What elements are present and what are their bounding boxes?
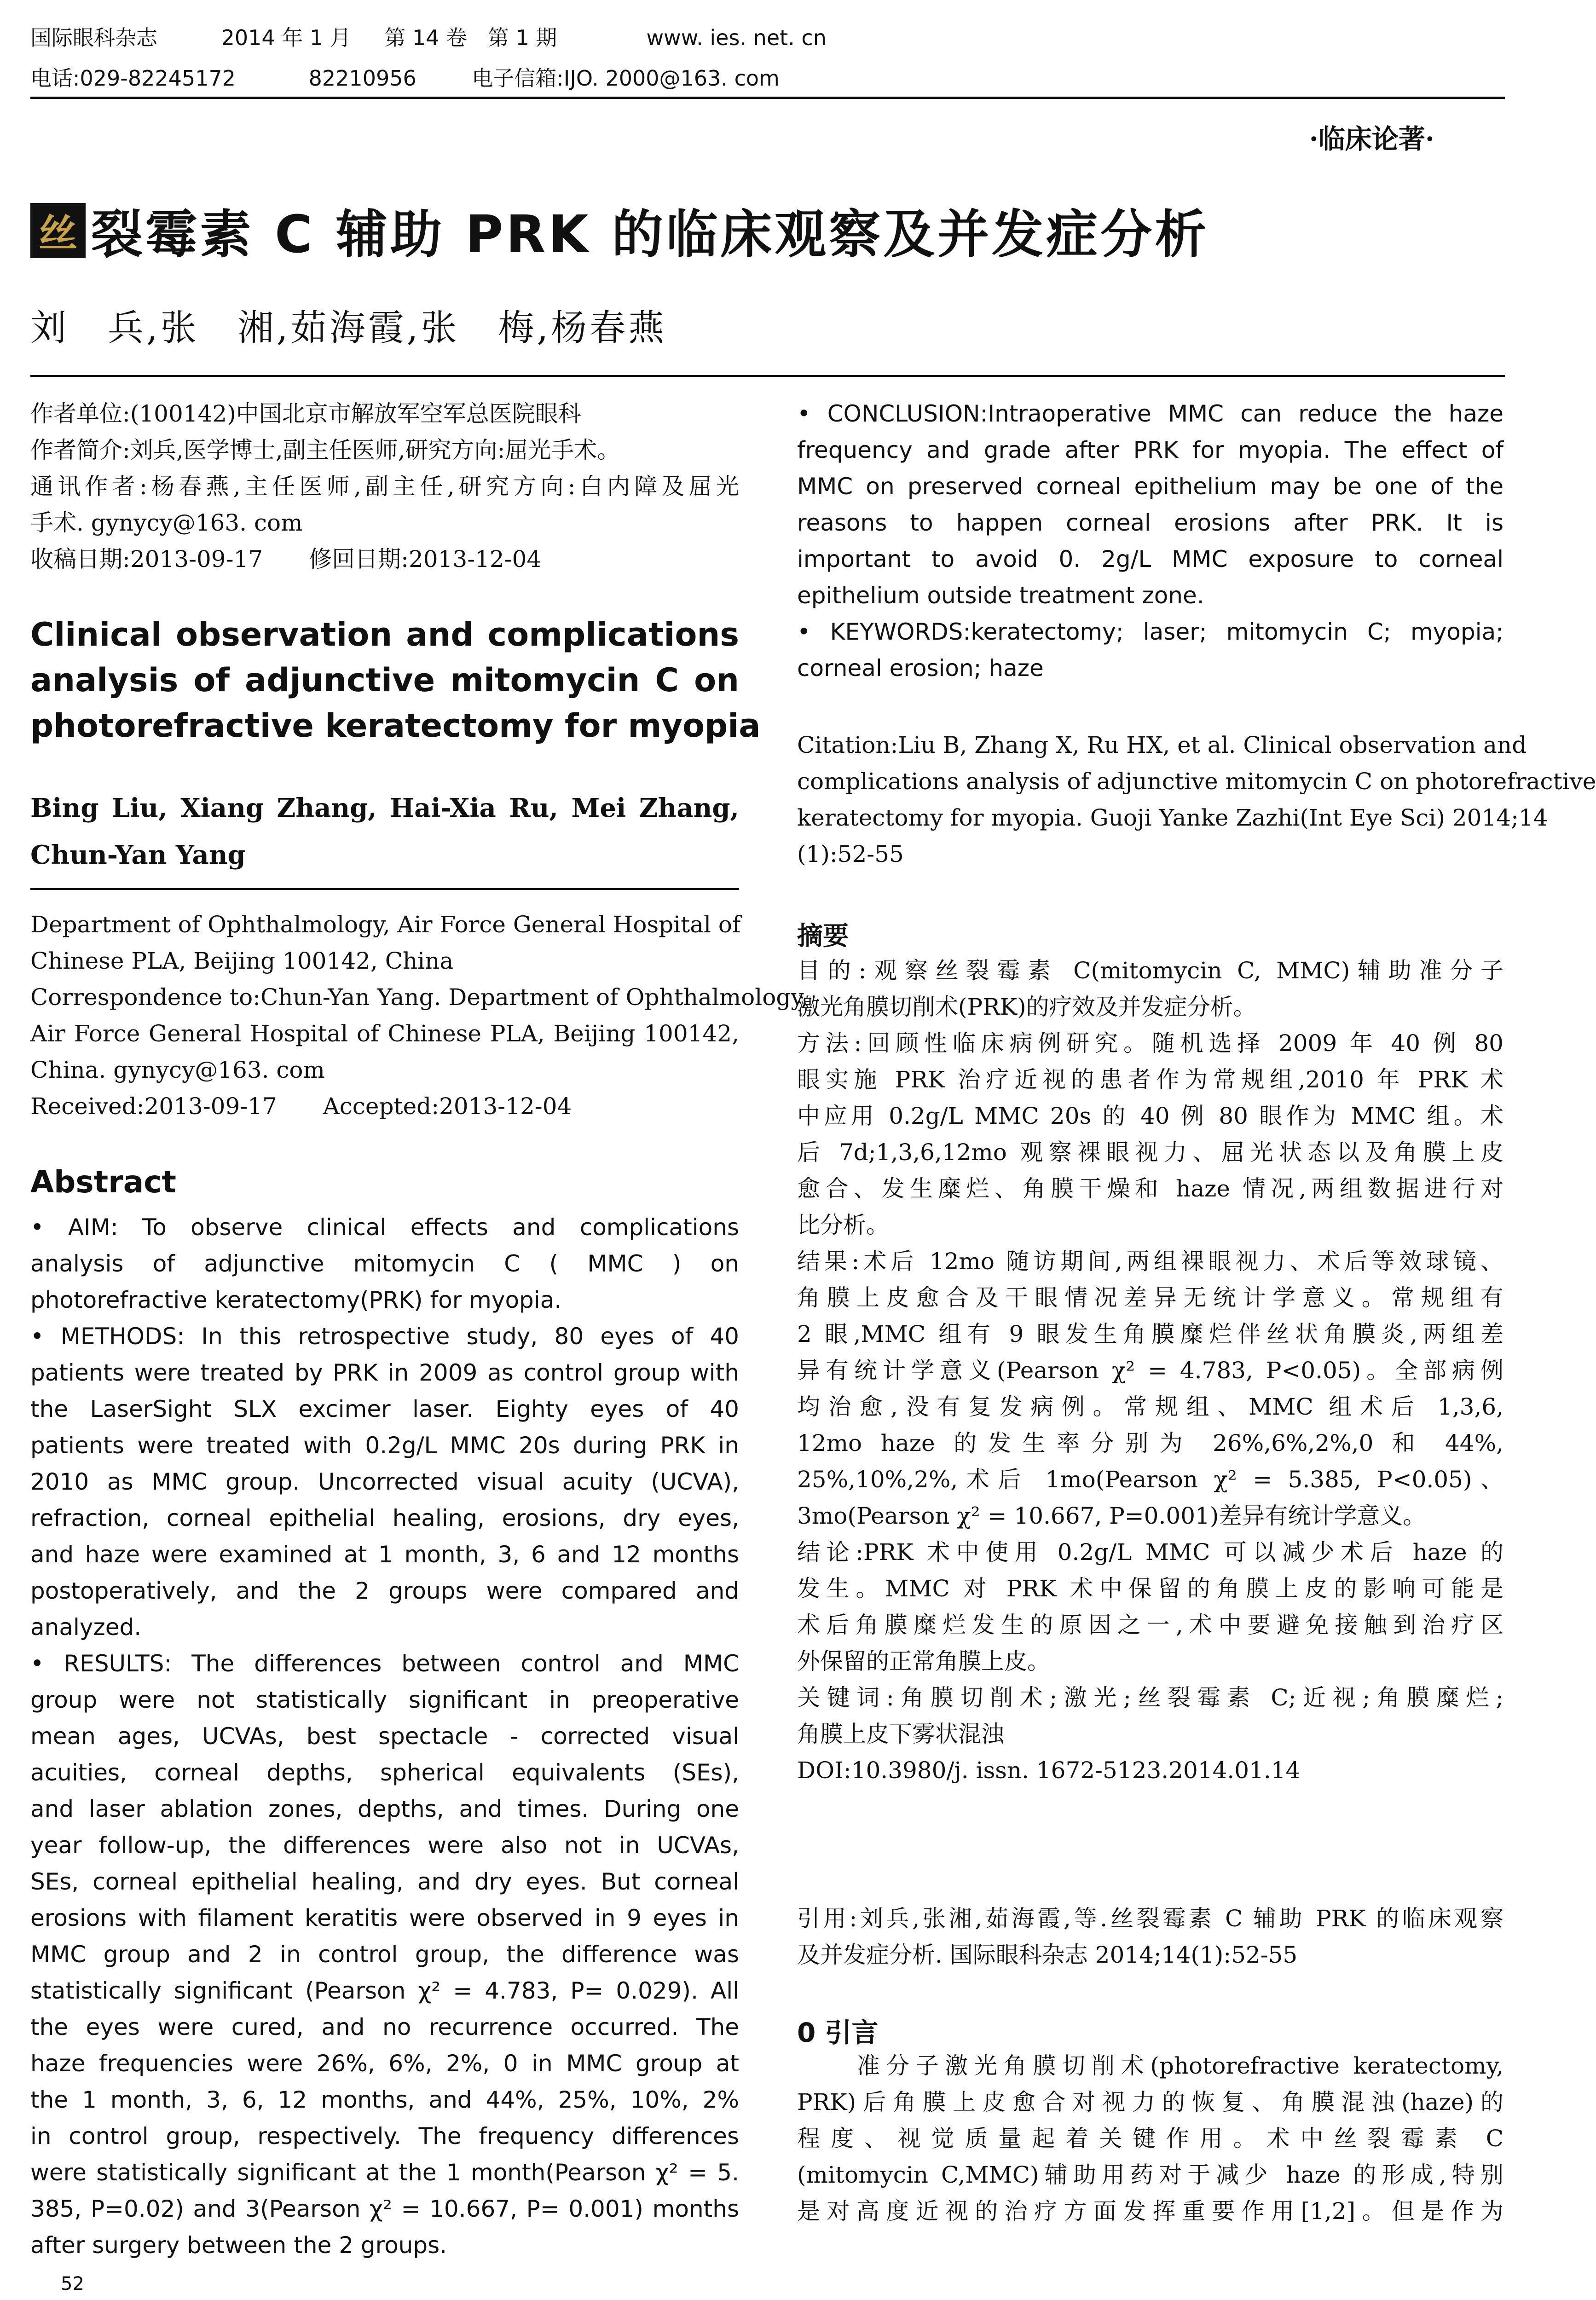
abstract-line: SEs, corneal epithelial healing, and dry eyes. But corneal (30, 1868, 739, 1895)
journal-name: 国际眼科杂志 (30, 25, 157, 50)
abstract-line: • AIM: To observe clinical effects and complications (30, 1214, 739, 1241)
zhaiyao-line: 外保留的正常角膜上皮。 (797, 1648, 1050, 1675)
conclusion-line: epithelium outside treatment zone. (797, 582, 1204, 609)
affil-line: Chinese PLA, Beijing 100142, China (30, 948, 454, 974)
zhaiyao-line: 愈合、发生糜烂、角膜干燥和 haze 情况,两组数据进行对 (797, 1175, 1503, 1202)
abstract-line: and haze were examined at 1 month, 3, 6 and 12 months (30, 1541, 739, 1568)
abstract-line: statistically significant (Pearson χ² = 4.783, P= 0.029). All (30, 1977, 739, 2004)
intro-line: 是对高度近视的治疗方面发挥重要作用[1,2]。但是作为 (797, 2198, 1503, 2225)
citation-cn (797, 1901, 1503, 1973)
abstract-heading: Abstract (30, 1164, 176, 1200)
intro-line: (mitomycin C,MMC)辅助用药对于减少 haze 的形成,特别 (797, 2161, 1503, 2188)
title-row (30, 193, 1503, 267)
authors-cn: 刘 兵,张 湘,茹海霞,张 梅,杨春燕 (30, 307, 667, 349)
intro-line: 程度、视觉质量起着关键作用。术中丝裂霉素 C (797, 2125, 1503, 2152)
affiliation (30, 907, 808, 1125)
abstract-line: 2010 as MMC group. Uncorrected visual acuity (UCVA), (30, 1468, 739, 1495)
affil-line: China. gynycy@163. com (30, 1057, 325, 1083)
zhaiyao-line: 12mo haze 的发生率分别为 26%,6%,2%,0 和 44%, (797, 1430, 1503, 1456)
article-title: 裂霉素 C 辅助 PRK 的临床观察及并发症分析 (91, 205, 1209, 265)
conclusion-line: frequency and grade after PRK for myopia. The effect of (797, 437, 1503, 463)
abstract-line: haze frequencies were 26%, 6%, 2%, 0 in MMC group at (30, 2050, 739, 2077)
abstract-line: year follow-up, the differences were also not in UCVAs, (30, 1832, 739, 1859)
citation-line: Citation:Liu B, Zhang X, Ru HX, et al. Clinical observation and (797, 732, 1527, 758)
abstract-line: group were not statistically significant in preoperative (30, 1687, 739, 1713)
doi-line: DOI:10.3980/j. issn. 1672-5123.2014.01.14 (797, 1757, 1301, 1784)
abstract-line: patients were treated by PRK in 2009 as control group with (30, 1359, 739, 1386)
cite-cn-line: 引用:刘兵,张湘,茹海霞,等.丝裂霉素 C 辅助 PRK 的临床观察 (797, 1905, 1503, 1932)
abstract-line: refraction, corneal epithelial healing, erosions, dry eyes, (30, 1505, 739, 1531)
issue-date: 2014 年 1 月 (221, 25, 351, 50)
abstract-line: photorefractive keratectomy(PRK) for myopia. (30, 1287, 562, 1313)
zhaiyao-line: 方法:回顾性临床病例研究。随机选择 2009 年 40 例 80 (797, 1030, 1503, 1057)
abstract-line: analyzed. (30, 1614, 142, 1641)
zhaiyao-line: 角膜上皮愈合及干眼情况差异无统计学意义。常规组有 (797, 1284, 1503, 1311)
abstract-line: erosions with filament keratitis were observed in 9 eyes in (30, 1905, 739, 1931)
zhaiyao-line: 目的:观察丝裂霉素 C(mitomycin C, MMC)辅助准分子 (797, 957, 1503, 984)
abstract-line: were statistically significant at the 1 month(Pearson χ² = 5. (30, 2159, 739, 2186)
journal-header-line1 (30, 21, 827, 52)
abstract-line: the 1 month, 3, 6, 12 months, and 44%, 25%, 10%, 2% (30, 2086, 739, 2113)
zhaiyao-line: 发生。MMC 对 PRK 术中保留的角膜上皮的影响可能是 (797, 1575, 1503, 1602)
abstract-conclusion (797, 396, 1503, 687)
info-line: 作者单位:(100142)中国北京市解放军空军总医院眼科 (30, 400, 581, 427)
intro-heading: 0 引言 (797, 2017, 879, 2048)
conclusion-line: MMC on preserved corneal epithelium may be one of the (797, 473, 1503, 500)
journal-header-line2 (30, 62, 780, 92)
abstract-line: the LaserSight SLX excimer laser. Eighty eyes of 40 (30, 1396, 739, 1422)
affil-line: Department of Ophthalmology, Air Force General Hospital of (30, 911, 741, 938)
phone2: 82210956 (308, 66, 416, 91)
info-line: 作者简介:刘兵,医学博士,副主任医师,研究方向:屈光手术。 (30, 437, 620, 463)
journal-logo-icon: 丝 (30, 203, 86, 258)
info-line: 通讯作者:杨春燕,主任医师,副主任,研究方向:白内障及屈光 (30, 473, 739, 500)
website: www. ies. net. cn (646, 25, 827, 50)
abstract-line: postoperatively, and the 2 groups were compared and (30, 1578, 739, 1604)
title-divider (30, 375, 1505, 377)
intro-line: PRK)后角膜上皮愈合对视力的恢复、角膜混浊(haze)的 (797, 2089, 1503, 2115)
abstract-line: the eyes were cured, and no recurrence occurred. The (30, 2014, 739, 2040)
citation-line: complications analysis of adjunctive mitomycin C on photorefractive (797, 768, 1596, 795)
info-line: 收稿日期:2013-09-17 修回日期:2013-12-04 (30, 546, 542, 572)
abstract-line: patients were treated with 0.2g/L MMC 20s during PRK in (30, 1432, 739, 1459)
section-tag: ·临床论著· (1309, 123, 1434, 155)
english-title (30, 612, 761, 749)
zhaiyao-line: 术后角膜糜烂发生的原因之一,术中要避免接触到治疗区 (797, 1612, 1503, 1638)
zhaiyao-line: 均治愈,没有复发病例。常规组、MMC 组术后 1,3,6, (797, 1393, 1503, 1420)
affil-line: Received:2013-09-17 Accepted:2013-12-04 (30, 1093, 572, 1120)
header-divider (30, 97, 1505, 99)
zhaiyao-line: 中应用 0.2g/L MMC 20s 的 40 例 80 眼作为 MMC 组。术 (797, 1103, 1503, 1129)
author-info (30, 396, 739, 578)
page-number: 52 (61, 2273, 84, 2294)
keywords-line: • KEYWORDS:keratectomy; laser; mitomycin C; myopia; (797, 618, 1503, 645)
citation-line: (1):52-55 (797, 841, 904, 867)
abstract-line: • RESULTS: The differences between control and MMC (30, 1650, 739, 1677)
issue: 第 1 期 (487, 25, 557, 50)
abstract-line: in control group, respectively. The frequency differences (30, 2123, 739, 2150)
info-line: 手术. gynycy@163. com (30, 509, 303, 536)
conclusion-line: reasons to happen corneal erosions after PRK. It is (797, 509, 1503, 536)
zhaiyao-line: 结论:PRK 术中使用 0.2g/L MMC 可以减少术后 haze 的 (797, 1539, 1503, 1566)
conclusion-line: • CONCLUSION:Intraoperative MMC can reduce the haze (797, 400, 1503, 427)
abstract-line: acuities, corneal depths, spherical equivalents (SEs), (30, 1759, 739, 1786)
email: 电子信箱:IJO. 2000@163. com (472, 66, 780, 91)
en-author-line: Chun-Yan Yang (30, 840, 246, 870)
zhaiyao-line: 25%,10%,2%,术后 1mo(Pearson χ² = 5.385, P<0.05)、 (797, 1466, 1503, 1493)
en-title-line: analysis of adjunctive mitomycin C on (30, 661, 739, 699)
abstract-cn-heading: 摘要 (797, 921, 849, 951)
phone: 电话:029-82245172 (30, 66, 236, 91)
abstract-line: after surgery between the 2 groups. (30, 2232, 447, 2259)
authors-divider (30, 888, 739, 890)
affil-line: Correspondence to:Chun-Yan Yang. Department of Ophthalmology, (30, 984, 808, 1011)
abstract-line: MMC group and 2 in control group, the difference was (30, 1941, 739, 1968)
keywords-line: corneal erosion; haze (797, 655, 1044, 682)
intro-body (797, 2048, 1503, 2230)
citation-en (797, 727, 1596, 873)
abstract-cn-body (797, 953, 1503, 1789)
abstract-line: and laser ablation zones, depths, and times. During one (30, 1796, 739, 1822)
en-title-line: photorefractive keratectomy for myopia (30, 707, 761, 745)
abstract-line: • METHODS: In this retrospective study, 80 eyes of 40 (30, 1323, 739, 1350)
abstract-line: 385, P=0.02) and 3(Pearson χ² = 10.667, P= 0.001) months (30, 2196, 739, 2222)
abstract-line: mean ages, UCVAs, best spectacle - corrected visual (30, 1723, 739, 1750)
zhaiyao-line: 比分析。 (797, 1212, 889, 1238)
zhaiyao-line: 激光角膜切削术(PRK)的疗效及并发症分析。 (797, 994, 1256, 1020)
zhaiyao-line: 后 7d;1,3,6,12mo 观察裸眼视力、屈光状态以及角膜上皮 (797, 1139, 1503, 1166)
zhaiyao-line: 异有统计学意义(Pearson χ² = 4.783, P<0.05)。全部病例 (797, 1357, 1503, 1384)
conclusion-line: important to avoid 0. 2g/L MMC exposure to corneal (797, 546, 1503, 572)
en-author-line: Bing Liu, Xiang Zhang, Hai-Xia Ru, Mei Zhang, (30, 793, 739, 823)
abstract-body (30, 1209, 739, 2264)
affil-line: Air Force General Hospital of Chinese PLA, Beijing 100142, (30, 1020, 739, 1047)
en-title-line: Clinical observation and complications (30, 616, 739, 653)
zhaiyao-line: 眼实施 PRK 治疗近视的患者作为常规组,2010 年 PRK 术 (797, 1066, 1503, 1093)
zhaiyao-line: 结果:术后 12mo 随访期间,两组裸眼视力、术后等效球镜、 (797, 1248, 1503, 1275)
cite-cn-line: 及并发症分析. 国际眼科杂志 2014;14(1):52-55 (797, 1942, 1298, 1968)
english-authors (30, 785, 739, 878)
volume: 第 14 卷 (384, 25, 468, 50)
zhaiyao-line: 3mo(Pearson χ² = 10.667, P=0.001)差异有统计学意义。 (797, 1503, 1426, 1529)
abstract-line: analysis of adjunctive mitomycin C ( MMC ) on (30, 1250, 739, 1277)
intro-line: 准分子激光角膜切削术(photorefractive keratectomy, (857, 2052, 1503, 2079)
zhaiyao-line: 关键词:角膜切削术;激光;丝裂霉素 C;近视;角膜糜烂; (797, 1684, 1503, 1711)
citation-line: keratectomy for myopia. Guoji Yanke Zazhi(Int Eye Sci) 2014;14 (797, 804, 1548, 831)
zhaiyao-line: 2 眼,MMC 组有 9 眼发生角膜糜烂伴丝状角膜炎,两组差 (797, 1321, 1503, 1347)
zhaiyao-line: 角膜上皮下雾状混浊 (797, 1721, 1004, 1747)
